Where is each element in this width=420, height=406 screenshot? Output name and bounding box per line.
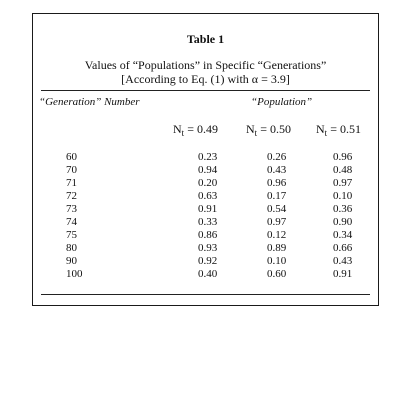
- generation-cell: 71: [66, 177, 77, 189]
- population-cell: 0.97: [333, 177, 353, 189]
- table-row: [33, 216, 378, 228]
- table-frame: [32, 13, 379, 306]
- table-row: [33, 151, 378, 163]
- nt-value: = 0.49: [184, 122, 218, 136]
- population-cell: 0.20: [198, 177, 218, 189]
- population-cell: 0.48: [333, 164, 353, 176]
- population-cell: 0.60: [267, 268, 287, 280]
- population-cell: 0.17: [267, 190, 287, 202]
- population-cell: 0.91: [333, 268, 353, 280]
- table-title: Table 1: [186, 32, 225, 46]
- nt-column-header: [246, 122, 291, 137]
- population-cell: 0.40: [198, 268, 218, 280]
- generation-cell: 60: [66, 151, 77, 163]
- table-row: [33, 164, 378, 176]
- generation-cell: 75: [66, 229, 77, 241]
- top-rule: [41, 90, 370, 91]
- population-cell: 0.63: [198, 190, 218, 202]
- nt-symbol: N: [173, 122, 182, 136]
- population-cell: 0.86: [198, 229, 218, 241]
- population-cell: 0.90: [333, 216, 353, 228]
- generation-cell: 100: [66, 268, 83, 280]
- population-cell: 0.93: [198, 242, 218, 254]
- population-cell: 0.94: [198, 164, 218, 176]
- generation-cell: 73: [66, 203, 77, 215]
- population-cell: 0.26: [267, 151, 287, 163]
- nt-value: = 0.51: [327, 122, 361, 136]
- population-cell: 0.66: [333, 242, 353, 254]
- generation-cell: 90: [66, 255, 77, 267]
- population-cell: 0.89: [267, 242, 287, 254]
- table-row: [33, 242, 378, 254]
- population-cell: 0.91: [198, 203, 218, 215]
- nt-symbol: N: [316, 122, 325, 136]
- population-cell: 0.92: [198, 255, 218, 267]
- nt-column-header: [316, 122, 361, 137]
- generation-cell: 80: [66, 242, 77, 254]
- population-cell: 0.43: [267, 164, 287, 176]
- nt-subscript: t: [181, 128, 185, 138]
- generation-column-header: “Generation” Number: [39, 96, 140, 108]
- table-subtitle-line2: [According to Eq. (1) with α = 3.9]: [121, 72, 290, 86]
- table-subtitle-line1: Values of “Populations” in Specific “Generations”: [84, 58, 327, 72]
- population-cell: 0.97: [267, 216, 287, 228]
- table-row: [33, 177, 378, 189]
- table-row: [33, 190, 378, 202]
- table-row: [33, 203, 378, 215]
- population-cell: 0.33: [198, 216, 218, 228]
- population-cell: 0.10: [267, 255, 287, 267]
- generation-cell: 70: [66, 164, 77, 176]
- generation-cell: 72: [66, 190, 77, 202]
- nt-value: = 0.50: [257, 122, 291, 136]
- population-cell: 0.54: [267, 203, 287, 215]
- nt-symbol: N: [246, 122, 255, 136]
- population-cell: 0.43: [333, 255, 353, 267]
- nt-subscript: t: [324, 128, 328, 138]
- population-cell: 0.96: [333, 151, 353, 163]
- population-column-header: “Population”: [251, 96, 313, 108]
- population-cell: 0.10: [333, 190, 353, 202]
- population-cell: 0.96: [267, 177, 287, 189]
- population-cell: 0.12: [267, 229, 287, 241]
- nt-column-header: [173, 122, 218, 137]
- table-row: [33, 268, 378, 280]
- table-row: [33, 255, 378, 267]
- generation-cell: 74: [66, 216, 77, 228]
- population-cell: 0.36: [333, 203, 353, 215]
- population-cell: 0.34: [333, 229, 353, 241]
- bottom-rule: [41, 294, 370, 295]
- nt-subscript: t: [254, 128, 258, 138]
- table-row: [33, 229, 378, 241]
- population-cell: 0.23: [198, 151, 218, 163]
